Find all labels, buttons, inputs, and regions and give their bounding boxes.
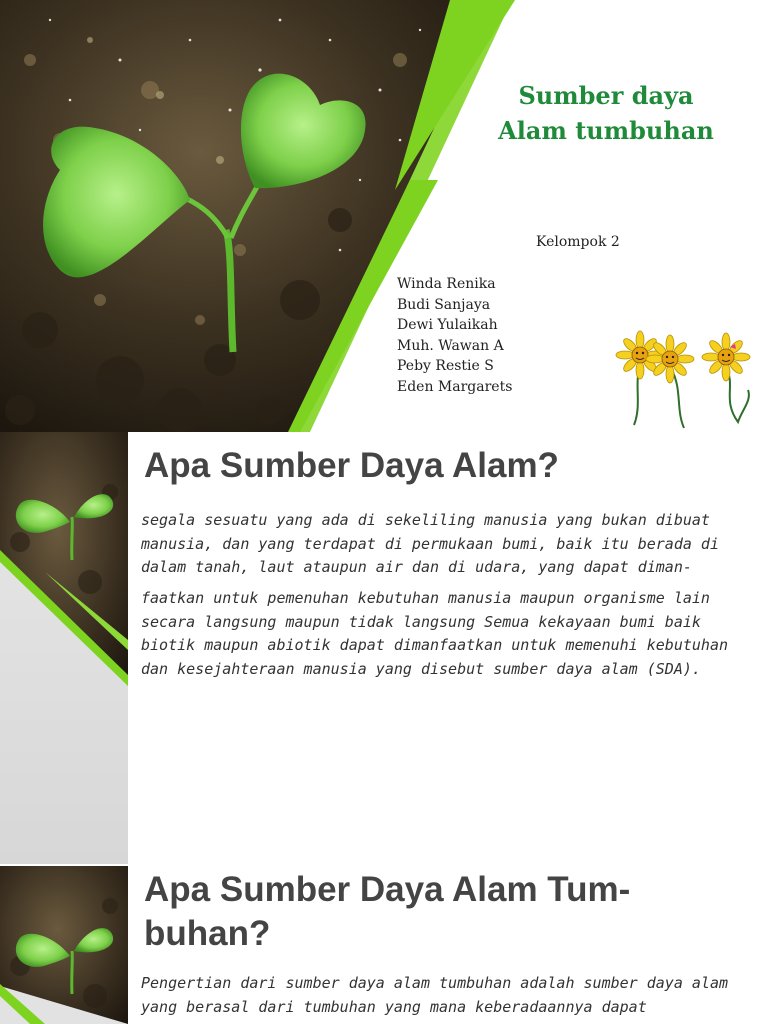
member-name: Winda Renika (397, 276, 496, 292)
slide-title: Apa Sumber Daya Alam? (144, 446, 559, 485)
member-name: Peby Restie S (397, 358, 494, 375)
title-line-2: Alam tumbuhan (498, 116, 714, 145)
definition-paragraph: Pengertian dari sumber daya alam tumbuhan adalah sumber daya alam yang berasal dari tumbuhan yang mana keberadaannya dapat (141, 974, 728, 1016)
member-name: Eden Margarets (397, 378, 513, 395)
presentation-title (468, 78, 744, 148)
seedling-side-panel (0, 866, 130, 1024)
member-name: Muh. Wawan A (397, 337, 504, 354)
title-line-1: Sumber daya (518, 81, 694, 110)
definition-slide (0, 432, 768, 864)
dancing-flowers-clipart (612, 330, 762, 430)
member-name: Dewi Yulaikah (397, 317, 498, 334)
member-name: Budi Sanjaya (397, 296, 491, 313)
plant-resources-slide (0, 866, 768, 1024)
definition-paragraph-continued: faatkan untuk pemenuhan kebutuhan manusia maupun organisme lain secara langsung maupun tidak langsung Semua kekayaan bumi baik biotik maupun abiotik dapat dimanfaatkan untuk memenuhi kebutuhan dan kesejahteraan manusia yang disebut sumber daya alam (SDA). (141, 589, 728, 678)
title-slide (0, 0, 768, 432)
seedling-side-panel (0, 432, 130, 864)
member-list (397, 274, 512, 398)
group-label: Kelompok 2 (536, 234, 620, 250)
definition-paragraph: segala sesuatu yang ada di sekeliling manusia yang bukan dibuat manusia, dan yang terdapat di permukaan bumi, baik itu berada di dalam tanah, laut ataupun air dan di udara, yang dapat diman- (141, 511, 719, 576)
slide-title: Apa Sumber Daya Alam Tum-buhan? (144, 870, 631, 953)
